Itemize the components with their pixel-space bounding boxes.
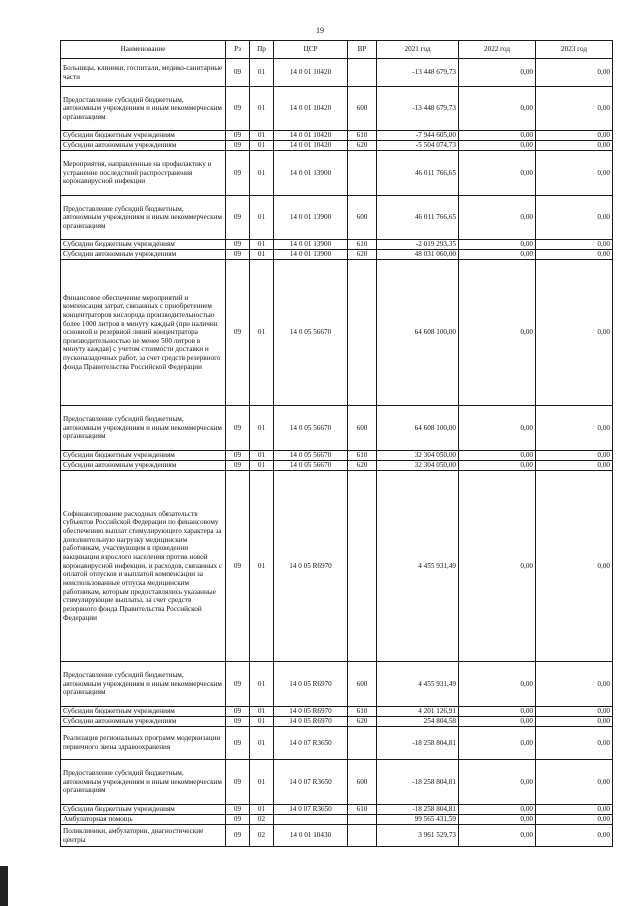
table-row bbox=[61, 240, 613, 250]
cell-rz: 09 bbox=[226, 250, 250, 260]
cell-y2022: 0,00 bbox=[459, 59, 536, 87]
cell-y2022: 0,00 bbox=[459, 131, 536, 141]
table-row bbox=[61, 727, 613, 760]
cell-name: Предоставление субсидий бюджетным, автономным учреждениям и иным некоммерческим организациям bbox=[61, 196, 226, 240]
cell-name: Субсидии бюджетным учреждениям bbox=[61, 131, 226, 141]
cell-y2023: 0,00 bbox=[536, 471, 613, 662]
cell-y2021: 32 304 050,00 bbox=[377, 451, 459, 461]
cell-y2022: 0,00 bbox=[459, 451, 536, 461]
cell-y2023: 0,00 bbox=[536, 717, 613, 727]
col-header-name: Наименование bbox=[61, 41, 226, 59]
cell-y2023: 0,00 bbox=[536, 815, 613, 825]
cell-pr: 01 bbox=[250, 451, 274, 461]
cell-pr: 01 bbox=[250, 707, 274, 717]
cell-y2022: 0,00 bbox=[459, 240, 536, 250]
cell-y2021: 48 031 060,00 bbox=[377, 250, 459, 260]
cell-y2022: 0,00 bbox=[459, 260, 536, 406]
cell-y2021: 254 804,58 bbox=[377, 717, 459, 727]
cell-y2021: 4 455 931,49 bbox=[377, 471, 459, 662]
cell-vr: 610 bbox=[348, 451, 377, 461]
cell-rz: 09 bbox=[226, 707, 250, 717]
cell-y2023: 0,00 bbox=[536, 59, 613, 87]
cell-pr: 02 bbox=[250, 815, 274, 825]
cell-vr: 600 bbox=[348, 406, 377, 451]
cell-y2023: 0,00 bbox=[536, 760, 613, 805]
cell-csr: 14 0 05 56670 bbox=[274, 461, 348, 471]
cell-csr: 14 0 05 56670 bbox=[274, 406, 348, 451]
cell-vr bbox=[348, 471, 377, 662]
cell-y2023: 0,00 bbox=[536, 131, 613, 141]
cell-csr: 14 0 01 13900 bbox=[274, 240, 348, 250]
page-number: 19 bbox=[316, 26, 324, 35]
cell-csr: 14 0 01 10420 bbox=[274, 59, 348, 87]
cell-y2022: 0,00 bbox=[459, 727, 536, 760]
cell-rz: 09 bbox=[226, 727, 250, 760]
cell-vr bbox=[348, 815, 377, 825]
table-row bbox=[61, 406, 613, 451]
cell-csr: 14 0 01 10430 bbox=[274, 825, 348, 847]
cell-pr: 01 bbox=[250, 805, 274, 815]
cell-name: Субсидии автономным учреждениям bbox=[61, 461, 226, 471]
cell-vr bbox=[348, 151, 377, 196]
cell-vr: 600 bbox=[348, 196, 377, 240]
cell-pr: 01 bbox=[250, 471, 274, 662]
cell-y2023: 0,00 bbox=[536, 662, 613, 707]
cell-csr: 14 0 05 R6970 bbox=[274, 471, 348, 662]
col-header-vr: ВР bbox=[348, 41, 377, 59]
cell-vr: 620 bbox=[348, 717, 377, 727]
table-row bbox=[61, 760, 613, 805]
cell-y2023: 0,00 bbox=[536, 151, 613, 196]
cell-rz: 09 bbox=[226, 151, 250, 196]
cell-name: Предоставление субсидий бюджетным, автономным учреждениям и иным некоммерческим организациям bbox=[61, 662, 226, 707]
cell-name: Софинансирование расходных обязательств субъектов Российской Федерации по финансовому обеспечению выплат стимулирующего характера за дополнительную нагрузку медицинским работникам, участвующим в проведении вакцинации взрослого населения против новой коронавирусной инфекции, и расходов, связанных с оплатой отпусков и выплатой компенсации за неиспользованные отпуска медицинским работникам, которым предоставлялись указанные стимулирующие выплаты, за счет средств резервного фонда Правительства Российской Федерации bbox=[61, 471, 226, 662]
cell-y2022: 0,00 bbox=[459, 662, 536, 707]
cell-y2021: 64 608 100,00 bbox=[377, 260, 459, 406]
cell-vr: 620 bbox=[348, 250, 377, 260]
cell-vr: 620 bbox=[348, 141, 377, 151]
table-row bbox=[61, 151, 613, 196]
cell-vr bbox=[348, 59, 377, 87]
cell-y2021: 64 608 100,00 bbox=[377, 406, 459, 451]
cell-y2023: 0,00 bbox=[536, 196, 613, 240]
cell-vr bbox=[348, 260, 377, 406]
cell-csr: 14 0 05 R6970 bbox=[274, 707, 348, 717]
cell-rz: 09 bbox=[226, 59, 250, 87]
cell-rz: 09 bbox=[226, 461, 250, 471]
cell-vr bbox=[348, 727, 377, 760]
cell-pr: 01 bbox=[250, 151, 274, 196]
table-row bbox=[61, 250, 613, 260]
cell-pr: 01 bbox=[250, 59, 274, 87]
cell-pr: 01 bbox=[250, 727, 274, 760]
cell-y2021: 32 304 050,00 bbox=[377, 461, 459, 471]
cell-csr: 14 0 07 R3650 bbox=[274, 805, 348, 815]
cell-rz: 09 bbox=[226, 717, 250, 727]
cell-rz: 09 bbox=[226, 131, 250, 141]
cell-name: Предоставление субсидий бюджетным, автономным учреждениям и иным некоммерческим организациям bbox=[61, 87, 226, 131]
col-header-pr: Пр bbox=[250, 41, 274, 59]
cell-y2022: 0,00 bbox=[459, 196, 536, 240]
cell-name: Амбулаторная помощь bbox=[61, 815, 226, 825]
cell-y2022: 0,00 bbox=[459, 825, 536, 847]
cell-y2021: 4 455 931,49 bbox=[377, 662, 459, 707]
cell-y2023: 0,00 bbox=[536, 406, 613, 451]
cell-y2022: 0,00 bbox=[459, 805, 536, 815]
cell-csr bbox=[274, 815, 348, 825]
cell-y2023: 0,00 bbox=[536, 260, 613, 406]
cell-name: Субсидии автономным учреждениям bbox=[61, 141, 226, 151]
cell-y2022: 0,00 bbox=[459, 815, 536, 825]
cell-y2022: 0,00 bbox=[459, 406, 536, 451]
cell-vr: 610 bbox=[348, 240, 377, 250]
cell-rz: 09 bbox=[226, 662, 250, 707]
cell-y2021: -13 448 679,73 bbox=[377, 59, 459, 87]
cell-name: Мероприятия, направленные на профилактику и устранение последствий распространения коронавирусной инфекции bbox=[61, 151, 226, 196]
cell-y2022: 0,00 bbox=[459, 717, 536, 727]
cell-y2021: -13 448 679,73 bbox=[377, 87, 459, 131]
cell-name: Субсидии автономным учреждениям bbox=[61, 717, 226, 727]
cell-name: Поликлиники, амбулатории, диагностические центры bbox=[61, 825, 226, 847]
cell-y2023: 0,00 bbox=[536, 825, 613, 847]
cell-pr: 01 bbox=[250, 717, 274, 727]
cell-pr: 01 bbox=[250, 760, 274, 805]
col-header-2023: 2023 год bbox=[536, 41, 613, 59]
cell-name: Субсидии бюджетным учреждениям bbox=[61, 451, 226, 461]
cell-vr: 600 bbox=[348, 760, 377, 805]
cell-y2022: 0,00 bbox=[459, 760, 536, 805]
table-row bbox=[61, 196, 613, 240]
table-row bbox=[61, 471, 613, 662]
cell-y2023: 0,00 bbox=[536, 240, 613, 250]
col-header-2022: 2022 год bbox=[459, 41, 536, 59]
cell-y2021: -18 258 804,81 bbox=[377, 805, 459, 815]
cell-rz: 09 bbox=[226, 406, 250, 451]
table-row bbox=[61, 451, 613, 461]
cell-y2023: 0,00 bbox=[536, 707, 613, 717]
cell-rz: 09 bbox=[226, 825, 250, 847]
cell-rz: 09 bbox=[226, 815, 250, 825]
cell-y2023: 0,00 bbox=[536, 727, 613, 760]
cell-pr: 01 bbox=[250, 406, 274, 451]
cell-name: Больницы, клиники, госпитали, медико-санитарные части bbox=[61, 59, 226, 87]
cell-name: Субсидии бюджетным учреждениям bbox=[61, 707, 226, 717]
cell-csr: 14 0 05 R6970 bbox=[274, 717, 348, 727]
cell-vr: 600 bbox=[348, 87, 377, 131]
cell-pr: 01 bbox=[250, 131, 274, 141]
header-row bbox=[61, 41, 613, 59]
table-row bbox=[61, 59, 613, 87]
table-row bbox=[61, 260, 613, 406]
cell-y2021: 46 011 766,65 bbox=[377, 151, 459, 196]
cell-pr: 01 bbox=[250, 141, 274, 151]
cell-name: Субсидии автономным учреждениям bbox=[61, 250, 226, 260]
table-row bbox=[61, 717, 613, 727]
cell-y2022: 0,00 bbox=[459, 250, 536, 260]
cell-y2021: 3 961 529,73 bbox=[377, 825, 459, 847]
cell-y2021: -7 944 605,00 bbox=[377, 131, 459, 141]
cell-rz: 09 bbox=[226, 87, 250, 131]
cell-name: Финансовое обеспечение мероприятий и компенсация затрат, связанных с приобретением концентраторов кислорода производительностью более 1000 литров в минуту каждый (при наличии основной и резервной линий концентратора производительностью не менее 500 литров в минуту каждая) с учетом стоимости доставки и пусконаладочных работ, за счет средств резервного фонда Правительства Российской Федерации bbox=[61, 260, 226, 406]
cell-name: Субсидии бюджетным учреждениям bbox=[61, 240, 226, 250]
scan-edge-mark bbox=[0, 866, 8, 906]
cell-y2023: 0,00 bbox=[536, 141, 613, 151]
cell-y2021: -18 258 804,81 bbox=[377, 760, 459, 805]
cell-y2023: 0,00 bbox=[536, 87, 613, 131]
cell-y2022: 0,00 bbox=[459, 87, 536, 131]
cell-rz: 09 bbox=[226, 240, 250, 250]
col-header-2021: 2021 год bbox=[377, 41, 459, 59]
cell-csr: 14 0 01 10420 bbox=[274, 141, 348, 151]
cell-y2021: 4 201 126,91 bbox=[377, 707, 459, 717]
cell-rz: 09 bbox=[226, 196, 250, 240]
cell-pr: 02 bbox=[250, 825, 274, 847]
cell-name: Реализация региональных программ модернизации первичного звена здравоохранения bbox=[61, 727, 226, 760]
cell-vr bbox=[348, 825, 377, 847]
cell-csr: 14 0 01 13900 bbox=[274, 196, 348, 240]
cell-csr: 14 0 07 R3650 bbox=[274, 760, 348, 805]
cell-y2023: 0,00 bbox=[536, 250, 613, 260]
cell-y2022: 0,00 bbox=[459, 707, 536, 717]
budget-table bbox=[60, 40, 613, 847]
cell-vr: 610 bbox=[348, 131, 377, 141]
cell-pr: 01 bbox=[250, 260, 274, 406]
cell-y2022: 0,00 bbox=[459, 471, 536, 662]
cell-csr: 14 0 05 56670 bbox=[274, 260, 348, 406]
cell-rz: 09 bbox=[226, 141, 250, 151]
cell-rz: 09 bbox=[226, 260, 250, 406]
cell-y2023: 0,00 bbox=[536, 451, 613, 461]
cell-vr: 610 bbox=[348, 707, 377, 717]
table-row bbox=[61, 805, 613, 815]
cell-name: Предоставление субсидий бюджетным, автономным учреждениям и иным некоммерческим организациям bbox=[61, 406, 226, 451]
cell-y2021: 46 011 766,65 bbox=[377, 196, 459, 240]
cell-pr: 01 bbox=[250, 461, 274, 471]
cell-name: Предоставление субсидий бюджетным, автономным учреждениям и иным некоммерческим организациям bbox=[61, 760, 226, 805]
table-row bbox=[61, 87, 613, 131]
cell-y2021: 99 565 431,59 bbox=[377, 815, 459, 825]
col-header-rz: Рз bbox=[226, 41, 250, 59]
cell-rz: 09 bbox=[226, 471, 250, 662]
cell-pr: 01 bbox=[250, 250, 274, 260]
cell-vr: 600 bbox=[348, 662, 377, 707]
cell-rz: 09 bbox=[226, 451, 250, 461]
cell-csr: 14 0 07 R3650 bbox=[274, 727, 348, 760]
cell-rz: 09 bbox=[226, 760, 250, 805]
col-header-csr: ЦСР bbox=[274, 41, 348, 59]
table-row bbox=[61, 461, 613, 471]
cell-csr: 14 0 05 R6970 bbox=[274, 662, 348, 707]
cell-y2022: 0,00 bbox=[459, 461, 536, 471]
cell-y2021: -18 258 804,81 bbox=[377, 727, 459, 760]
table-row bbox=[61, 131, 613, 141]
cell-y2023: 0,00 bbox=[536, 461, 613, 471]
cell-y2021: -5 504 074,73 bbox=[377, 141, 459, 151]
table-row bbox=[61, 825, 613, 847]
cell-rz: 09 bbox=[226, 805, 250, 815]
cell-pr: 01 bbox=[250, 240, 274, 250]
cell-y2023: 0,00 bbox=[536, 805, 613, 815]
cell-pr: 01 bbox=[250, 662, 274, 707]
cell-csr: 14 0 01 13900 bbox=[274, 151, 348, 196]
cell-csr: 14 0 01 10420 bbox=[274, 131, 348, 141]
cell-vr: 620 bbox=[348, 461, 377, 471]
cell-csr: 14 0 01 13900 bbox=[274, 250, 348, 260]
cell-pr: 01 bbox=[250, 196, 274, 240]
cell-y2022: 0,00 bbox=[459, 141, 536, 151]
cell-pr: 01 bbox=[250, 87, 274, 131]
table-row bbox=[61, 662, 613, 707]
table-row bbox=[61, 707, 613, 717]
cell-csr: 14 0 05 56670 bbox=[274, 451, 348, 461]
cell-csr: 14 0 01 10420 bbox=[274, 87, 348, 131]
table-row bbox=[61, 815, 613, 825]
cell-vr: 610 bbox=[348, 805, 377, 815]
cell-name: Субсидии бюджетным учреждениям bbox=[61, 805, 226, 815]
cell-y2021: -2 019 293,35 bbox=[377, 240, 459, 250]
cell-y2022: 0,00 bbox=[459, 151, 536, 196]
table-row bbox=[61, 141, 613, 151]
